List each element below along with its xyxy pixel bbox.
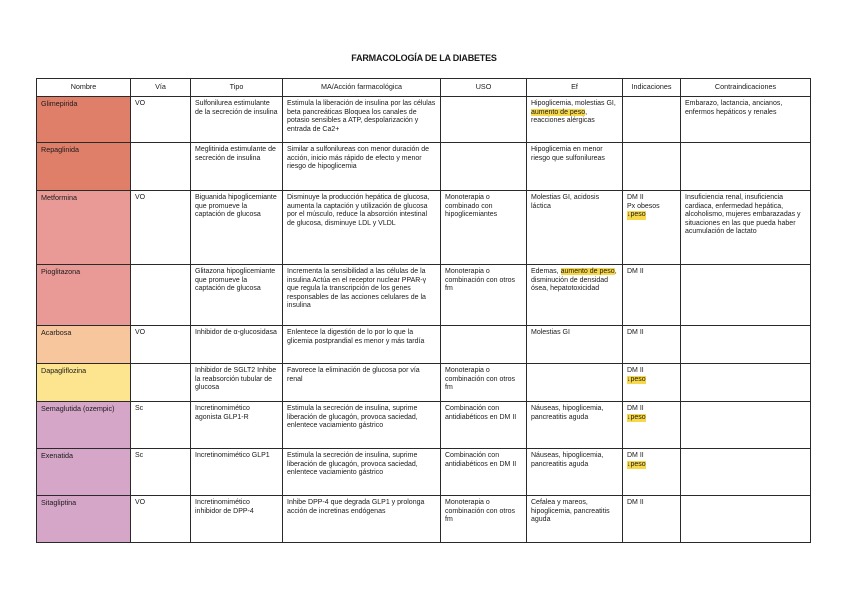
via-cell: VO [131, 191, 191, 265]
indicacion-item: DM II [627, 367, 644, 374]
header-uso: USO [441, 79, 527, 97]
drug-name-cell: Dapagliflozina [37, 364, 131, 402]
accion-cell: Estimula la secreción de insulina, suprime liberación de glucagón, provoca saciedad, enlentece vaciamiento gástrico [283, 449, 441, 496]
indicaciones-cell [623, 364, 681, 402]
ef-cell [527, 97, 623, 143]
ef-text: Edemas, [531, 268, 561, 275]
ef-cell [527, 191, 623, 265]
uso-cell [441, 143, 527, 191]
accion-cell: Inhibe DPP-4 que degrada GLP1 y prolonga acción de incretinas endógenas [283, 496, 441, 543]
page-title: FARMACOLOGÍA DE LA DIABETES [351, 53, 497, 63]
tipo-cell: Incretinomimético agonista GLP1-R [191, 402, 283, 449]
indicacion-item: Px obesos [627, 202, 660, 210]
accion-cell: Estimula la secreción de insulina, suprime liberación de glucagón, provoca saciedad, enlentece vaciamiento gástrico [283, 402, 441, 449]
via-cell [131, 364, 191, 402]
drug-name-cell: Glimepirida [37, 97, 131, 143]
table-row [37, 402, 811, 449]
indicaciones-cell [623, 449, 681, 496]
contraindicaciones-cell [681, 143, 811, 191]
ef-cell [527, 265, 623, 326]
indicacion-item: DM II [627, 452, 644, 459]
highlighted-text: ↓peso [627, 413, 646, 421]
drug-name-cell: Pioglitazona [37, 265, 131, 326]
ef-text: Náuseas, hipoglicemia, pancreatitis aguda [531, 405, 604, 421]
via-cell [131, 143, 191, 191]
table-row [37, 265, 811, 326]
header-row [37, 79, 811, 97]
table-row [37, 143, 811, 191]
ef-cell [527, 143, 623, 191]
header-via: Vía [131, 79, 191, 97]
tipo-cell: Biguanida hipoglicemiante que promueve la captación de glucosa [191, 191, 283, 265]
tipo-cell: Incretinomimético inhibidor de DPP-4 [191, 496, 283, 543]
highlighted-text: ↓peso [627, 460, 646, 468]
ef-text: , reacciones alérgicas [531, 108, 595, 125]
pharmacology-table [36, 78, 811, 543]
indicacion-item: DM II [627, 194, 644, 201]
drug-name-cell: Repaglinida [37, 143, 131, 191]
uso-cell: Monoterapia o combinación con otros fm [441, 496, 527, 543]
ef-text: Molestias GI [531, 329, 570, 336]
contraindicaciones-cell [681, 265, 811, 326]
tipo-cell: Incretinomimético GLP1 [191, 449, 283, 496]
header-nombre: Nombre [37, 79, 131, 97]
ef-text: Hipoglicemia en menor riesgo que sulfonilureas [531, 146, 605, 162]
header-contraindicaciones: Contraindicaciones [681, 79, 811, 97]
accion-cell: Similar a sulfonilureas con menor duración de acción, inicio más rápido de efecto y menor riesgo de hipoglicemia [283, 143, 441, 191]
indicaciones-cell [623, 191, 681, 265]
header-accion: MA/Acción farmacológica [283, 79, 441, 97]
table-row [37, 191, 811, 265]
contraindicaciones-cell [681, 326, 811, 364]
contraindicaciones-cell [681, 364, 811, 402]
uso-cell [441, 97, 527, 143]
highlighted-text: aumento de peso [560, 268, 615, 275]
drug-name-cell: Sitagliptina [37, 496, 131, 543]
drug-name-cell: Metformina [37, 191, 131, 265]
tipo-cell: Inhibidor de α-glucosidasa [191, 326, 283, 364]
indicaciones-cell [623, 402, 681, 449]
via-cell [131, 265, 191, 326]
ef-text: Molestias GI, acidosis láctica [531, 194, 600, 210]
highlighted-text: ↓peso [627, 375, 646, 383]
tipo-cell: Glitazona hipoglicemiante que promueve la captación de glucosa [191, 265, 283, 326]
drug-name-cell: Acarbosa [37, 326, 131, 364]
ef-cell [527, 449, 623, 496]
indicacion-item: DM II [627, 268, 644, 275]
uso-cell [441, 326, 527, 364]
indicaciones-cell [623, 326, 681, 364]
accion-cell: Estimula la liberación de insulina por las células beta pancreáticas Bloquea los canales de potasio sensibles a ATP, despolarización y entrada de Ca2+ [283, 97, 441, 143]
table-row [37, 97, 811, 143]
via-cell: Sc [131, 449, 191, 496]
uso-cell: Monoterapia o combinado con hipoglicemiantes [441, 191, 527, 265]
ef-text: Náuseas, hipoglicemia, pancreatitis aguda [531, 452, 604, 468]
accion-cell: Enlentece la digestión de lo por lo que la glicemia postprandial es menor y más tardía [283, 326, 441, 364]
accion-cell: Incrementa la sensibilidad a las células de la insulina Actúa en el receptor nuclear PPAR-γ que regula la transcripción de los genes responsables de las acciones celulares de la insulina [283, 265, 441, 326]
ef-cell [527, 402, 623, 449]
ef-text: Hipoglicemia, molestias GI, [531, 100, 616, 107]
uso-cell: Combinación con antidiabéticos en DM II [441, 449, 527, 496]
contraindicaciones-cell: Insuficiencia renal, insuficiencia cardiaca, enfermedad hepática, alcoholismo, mujeres embarazadas y situaciones en las que pueda haber acumulación de lactato [681, 191, 811, 265]
drug-name-cell: Exenatida [37, 449, 131, 496]
uso-cell: Combinación con antidiabéticos en DM II [441, 402, 527, 449]
ef-text: Cefalea y mareos, hipoglicemia, pancreatitis aguda [531, 499, 610, 524]
ef-cell [527, 364, 623, 402]
ef-text: , disminución de densidad ósea, hepatotoxicidad [531, 268, 617, 293]
highlighted-text: ↓peso [627, 211, 646, 219]
indicacion-item: DM II [627, 329, 644, 336]
ef-cell [527, 326, 623, 364]
indicaciones-cell [623, 97, 681, 143]
table-row [37, 496, 811, 543]
contraindicaciones-cell [681, 496, 811, 543]
header-ef: Ef [527, 79, 623, 97]
table-body [37, 97, 811, 543]
table-row [37, 364, 811, 402]
uso-cell: Monoterapia o combinación con otros fm [441, 265, 527, 326]
header-tipo: Tipo [191, 79, 283, 97]
contraindicaciones-cell [681, 402, 811, 449]
indicaciones-cell [623, 143, 681, 191]
highlighted-text: aumento de peso [531, 108, 586, 116]
table-row [37, 326, 811, 364]
via-cell: VO [131, 326, 191, 364]
accion-cell: Favorece la eliminación de glucosa por vía renal [283, 364, 441, 402]
tipo-cell: Meglitinida estimulante de secreción de insulina [191, 143, 283, 191]
contraindicaciones-cell [681, 449, 811, 496]
ef-cell [527, 496, 623, 543]
header-indicaciones: Indicaciones [623, 79, 681, 97]
indicaciones-cell [623, 496, 681, 543]
contraindicaciones-cell: Embarazo, lactancia, ancianos, enfermos hepáticos y renales [681, 97, 811, 143]
indicacion-item: DM II [627, 499, 644, 506]
uso-cell: Monoterapia o combinación con otros fm [441, 364, 527, 402]
tipo-cell: Inhibidor de SGLT2 Inhibe la reabsorción tubular de glucosa [191, 364, 283, 402]
accion-cell: Disminuye la producción hepática de glucosa, aumenta la captación y utilización de glucosa por el músculo, reduce la absorción intestinal de glucosa, disminuye LDL y VLDL [283, 191, 441, 265]
table-row [37, 449, 811, 496]
via-cell: Sc [131, 402, 191, 449]
indicacion-item: DM II [627, 405, 644, 412]
drug-name-cell: Semaglutida (ozempic) [37, 402, 131, 449]
via-cell: VO [131, 496, 191, 543]
tipo-cell: Sulfonilurea estimulante de la secreción de insulina [191, 97, 283, 143]
via-cell: VO [131, 97, 191, 143]
indicaciones-cell [623, 265, 681, 326]
